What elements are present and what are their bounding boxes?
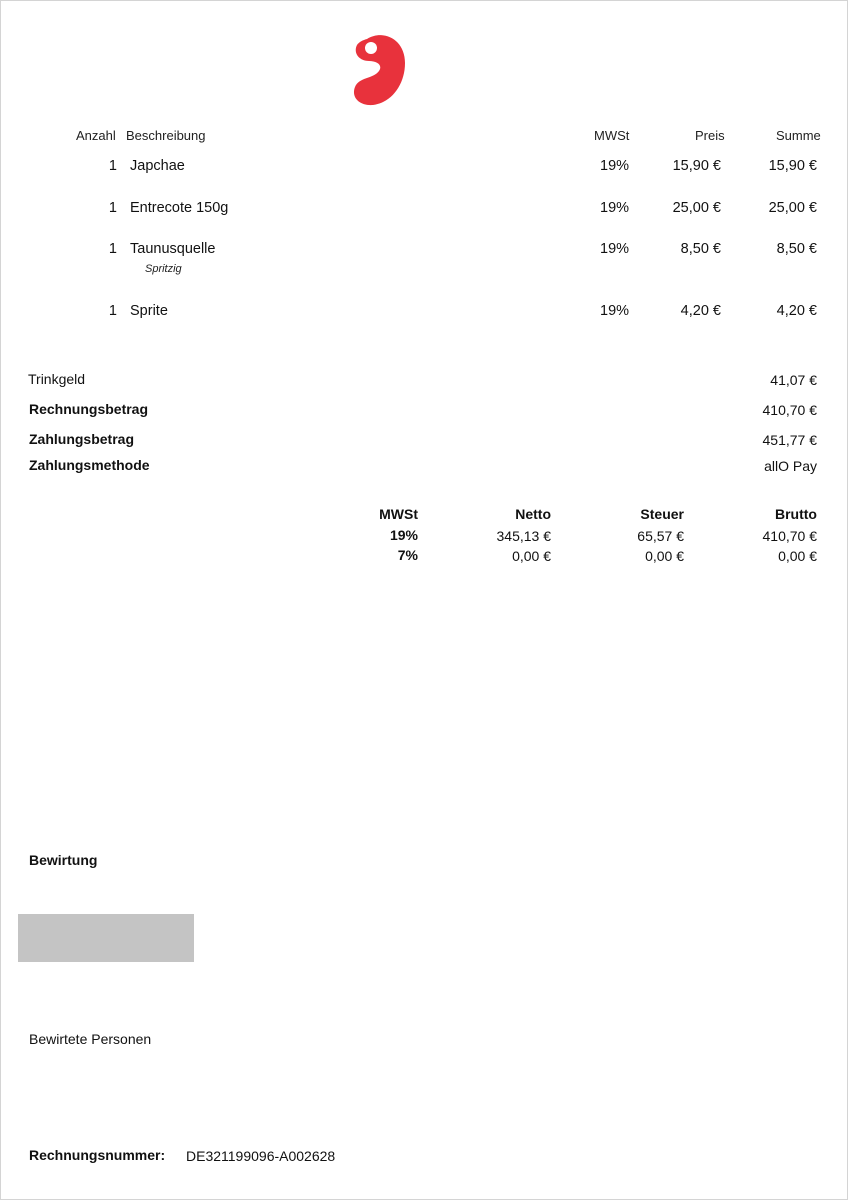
item-description: Entrecote 150g	[130, 200, 229, 216]
tip-label: Trinkgeld	[28, 371, 86, 387]
item-qty: 1	[108, 200, 117, 216]
col-header-total: Summe	[776, 128, 821, 143]
tax-net: 345,13 €	[496, 528, 551, 544]
item-price: 4,20 €	[680, 303, 721, 319]
item-description: Taunusquelle	[130, 241, 216, 257]
item-vat: 19%	[600, 303, 630, 319]
invoice-number-label: Rechnungsnummer:	[29, 1147, 166, 1163]
col-header-price: Preis	[695, 128, 725, 143]
item-description: Sprite	[130, 303, 168, 319]
item-qty: 1	[108, 158, 117, 174]
payment-amount-value: 451,77 €	[762, 432, 817, 448]
hospitality-title: Bewirtung	[29, 852, 98, 868]
invoice-number-value: DE321199096-A002628	[186, 1148, 336, 1164]
tax-header-tax: Steuer	[640, 506, 684, 522]
invoice-amount-label: Rechnungsbetrag	[29, 401, 149, 417]
col-header-description: Beschreibung	[126, 128, 206, 143]
tax-net: 0,00 €	[512, 548, 551, 564]
item-total: 15,90 €	[768, 158, 817, 174]
payment-method-value: allO Pay	[764, 458, 817, 474]
tip-value: 41,07 €	[770, 372, 817, 388]
tax-header-gross: Brutto	[775, 506, 817, 522]
guests-label: Bewirtete Personen	[29, 1031, 152, 1047]
item-total: 8,50 €	[776, 241, 817, 257]
redacted-block	[18, 914, 194, 962]
tax-gross: 0,00 €	[778, 548, 817, 564]
item-price: 8,50 €	[680, 241, 721, 257]
tax-amount: 65,57 €	[637, 528, 684, 544]
item-qty: 1	[108, 241, 117, 257]
tax-header-rate: MWSt	[379, 506, 418, 522]
item-total: 25,00 €	[768, 200, 817, 216]
col-header-vat: MWSt	[594, 128, 630, 143]
tax-rate: 7%	[397, 547, 418, 563]
payment-method-label: Zahlungsmethode	[29, 457, 150, 473]
item-vat: 19%	[600, 241, 630, 257]
payment-amount-label: Zahlungsbetrag	[29, 431, 135, 447]
item-total: 4,20 €	[776, 303, 817, 319]
invoice-amount-value: 410,70 €	[762, 402, 817, 418]
item-vat: 19%	[600, 200, 630, 216]
item-description: Japchae	[130, 158, 185, 174]
tax-rate: 19%	[389, 527, 418, 543]
col-header-qty: Anzahl	[76, 128, 116, 143]
tax-amount: 0,00 €	[645, 548, 684, 564]
item-qty: 1	[108, 303, 117, 319]
tax-header-net: Netto	[515, 506, 551, 522]
item-vat: 19%	[600, 158, 630, 174]
item-note: Spritzig	[145, 263, 182, 275]
item-price: 25,00 €	[672, 200, 721, 216]
brand-logo	[347, 31, 411, 109]
item-price: 15,90 €	[672, 158, 721, 174]
tax-gross: 410,70 €	[762, 528, 817, 544]
